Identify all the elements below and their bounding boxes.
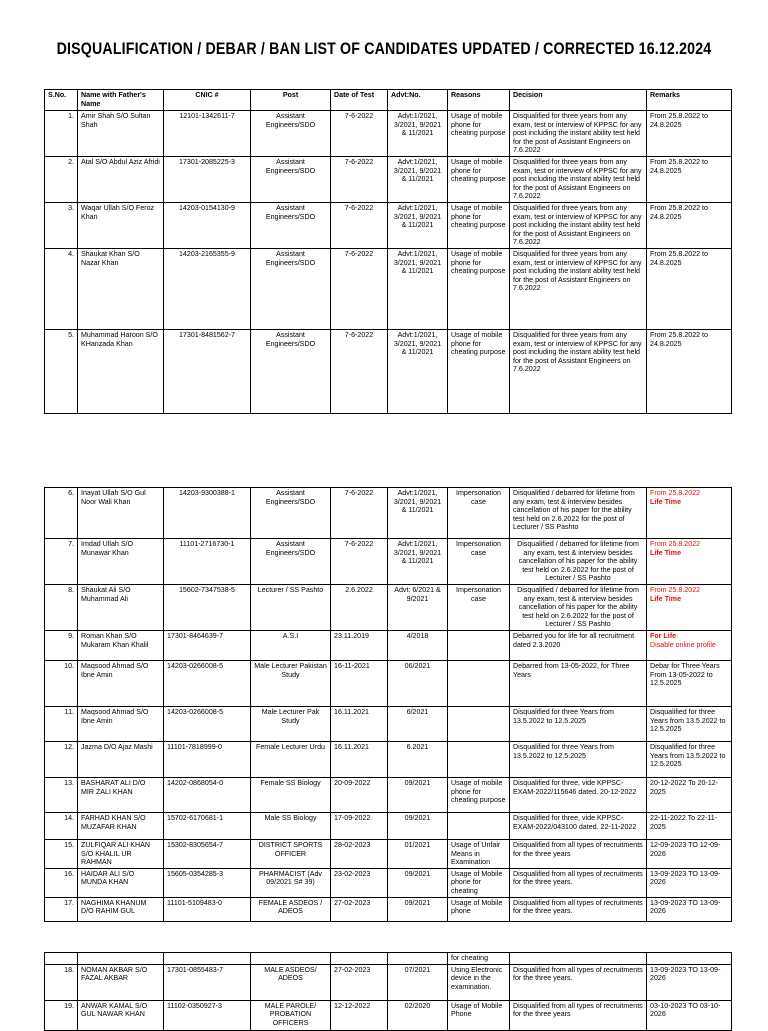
header-cnic: CNIC #	[164, 90, 251, 111]
cell-post: Assistant Engineers/SDO	[251, 202, 331, 248]
cell-remarks: Disqualified for three Years from 13.5.2022 to 12.5.2025	[647, 706, 732, 741]
cell-advt: Advt:1/2021, 3/2021, 9/2021 & 11/2021	[388, 111, 448, 157]
cell-date: 28-02-2023	[331, 839, 388, 868]
cell-name: Shaukat Khan S/O Nazar Khan	[78, 248, 164, 329]
cell-name: ZULFIQAR ALI KHAN S/O KHALIL UR RAHMAN	[78, 839, 164, 868]
cell-cnic: 11101-5109483-0	[164, 897, 251, 921]
cell-reasons: Impersonation case	[448, 488, 510, 539]
remarks-disable-profile: Disable online profile	[650, 640, 716, 649]
cell-reasons: Usage of mobile phone for cheating purpose	[448, 777, 510, 812]
cell-decision: Disqualified from all types of recruitments for the three years.	[510, 897, 647, 921]
cell-cnic	[164, 953, 251, 965]
cell-name: Waqar Ullah S/O Feroz Khan	[78, 202, 164, 248]
table-row	[45, 812, 732, 839]
table-row	[45, 584, 732, 630]
cell-post: A.S.I	[251, 630, 331, 660]
cell-advt: Advt:1/2021, 3/2021, 9/2021 & 11/2021	[388, 202, 448, 248]
header-remarks: Remarks	[647, 90, 732, 111]
cell-remarks: 20-12-2022 To 20-12-2025	[647, 777, 732, 812]
cell-advt: 6.2021	[388, 741, 448, 777]
cell-post: Assistant Engineers/SDO	[251, 488, 331, 539]
table-row	[45, 1000, 732, 1030]
cell-advt: 01/2021	[388, 839, 448, 868]
cell-advt	[388, 953, 448, 965]
cell-cnic: 12101-1342611-7	[164, 111, 251, 157]
cell-date: 27-02-2023	[331, 897, 388, 921]
cell-sno: 10.	[45, 660, 78, 706]
cell-sno: 2.	[45, 156, 78, 202]
cell-decision: Disqualified for three years from any exam, test or interview of KPPSC for any post including the instant ability test held for the post of Assistant Engineers on 7.6.2022	[510, 202, 647, 248]
cell-remarks: Debar for Three Years From 13-05-2022 to 12.5.2025	[647, 660, 732, 706]
cell-cnic: 15602-7347538-5	[164, 584, 251, 630]
cell-post: PHARMACIST (Adv 09/2021 S# 39)	[251, 868, 331, 897]
cell-decision: Disqualified for three Years from 13.5.2022 to 12.5.2025	[510, 741, 647, 777]
cell-name: Amir Shah S/O Sultan Shah	[78, 111, 164, 157]
cell-decision: Debarred you for life for all recruitment dated 2.3.2020	[510, 630, 647, 660]
cell-reasons	[448, 741, 510, 777]
cell-date: 16.11.2021	[331, 706, 388, 741]
cell-reasons: Usage of Mobile Phone	[448, 1000, 510, 1030]
table-row	[45, 488, 732, 539]
cell-sno: 9.	[45, 630, 78, 660]
remarks-lifetime: Life Time	[650, 548, 682, 557]
cell-advt: 09/2021	[388, 777, 448, 812]
cell-name	[78, 953, 164, 965]
cell-sno: 11.	[45, 706, 78, 741]
cell-date: 20-09-2022	[331, 777, 388, 812]
cell-remarks: From 25.8.2022 to 24.8.2025	[647, 248, 732, 329]
cell-post: FEMALE ASDEOS / ADEOS	[251, 897, 331, 921]
cell-reasons: Usage of mobile phone for cheating purpose	[448, 329, 510, 413]
cell-name: Atal S/O Abdul Aziz Afridi	[78, 156, 164, 202]
cell-date: 23.11.2019	[331, 630, 388, 660]
cell-decision: Disqualified / debarred for lifetime from any exam, test & interview besides cancellation of his paper for the ability test held on 2.6.2022 for the post of Lecturer / SS Pashto	[510, 584, 647, 630]
cell-cnic: 17301-0855483-7	[164, 964, 251, 1000]
cell-advt: Advt:1/2021, 3/2021, 9/2021 & 11/2021	[388, 248, 448, 329]
cell-reasons: Impersonation case	[448, 584, 510, 630]
cell-reasons: Usage of Mobile phone for cheating	[448, 868, 510, 897]
header-sno: S.No.	[45, 90, 78, 111]
cell-decision: Disqualified for three, vide KPPSC-EXAM-2022/043100 dated. 22-11-2022	[510, 812, 647, 839]
cell-cnic: 11101-7818999-0	[164, 741, 251, 777]
cell-post: Male Lecturer Pak Study	[251, 706, 331, 741]
cell-decision: Disqualified from all types of recruitments for the three years.	[510, 868, 647, 897]
table-header-row	[45, 90, 732, 111]
cell-sno: 6.	[45, 488, 78, 539]
cell-name: Imdad Ullah S/O Munawar Khan	[78, 539, 164, 585]
cell-sno: 13.	[45, 777, 78, 812]
header-advt: Advt:No.	[388, 90, 448, 111]
cell-decision: Disqualified for three Years from 13.5.2022 to 12.5.2025	[510, 706, 647, 741]
cell-advt: 09/2021	[388, 812, 448, 839]
cell-reasons: Usage of Unfair Means in Examination	[448, 839, 510, 868]
cell-advt: Advt:1/2021, 3/2021, 9/2021 & 11/2021	[388, 156, 448, 202]
cell-advt: 4/2018	[388, 630, 448, 660]
remarks-from: From 25.8.2022	[650, 585, 701, 594]
header-post: Post	[251, 90, 331, 111]
cell-name: ANWAR KAMAL S/O GUL NAWAR KHAN	[78, 1000, 164, 1030]
cell-reasons: Impersonation case	[448, 539, 510, 585]
page-title: DISQUALIFICATION / DEBAR / BAN LIST OF CANDIDATES UPDATED / CORRECTED 16.12.2024	[56, 40, 712, 58]
cell-cnic: 17301-8464639-7	[164, 630, 251, 660]
cell-date: 16-11-2021	[331, 660, 388, 706]
cell-advt: 02/2020	[388, 1000, 448, 1030]
cell-advt: 09/2021	[388, 868, 448, 897]
table-row	[45, 964, 732, 1000]
cell-sno: 19.	[45, 1000, 78, 1030]
cell-cnic: 17301-2085225-3	[164, 156, 251, 202]
cell-post: Assistant Engineers/SDO	[251, 539, 331, 585]
cell-advt: Advt:1/2021, 3/2021, 9/2021 & 11/2021	[388, 329, 448, 413]
cell-cnic: 15302-8305654-7	[164, 839, 251, 868]
cell-cnic: 15702-6170681-1	[164, 812, 251, 839]
cell-decision: Disqualified for three years from any exam, test or interview of KPPSC for any post including the instant ability test held for the post of Assistant Engineers on 7.6.2022	[510, 248, 647, 329]
cell-name: Roman Khan S/O Mukaram Khan Khalil	[78, 630, 164, 660]
header-date: Date of Test	[331, 90, 388, 111]
cell-decision: Debarred from 13-05-2022, for Three Years	[510, 660, 647, 706]
cell-sno: 8.	[45, 584, 78, 630]
table-row	[45, 248, 732, 329]
cell-decision: Disqualified for three years from any exam, test or interview of KPPSC for any post including the instant ability test held for the post of Assistant Engineers on 7.6.2022	[510, 111, 647, 157]
cell-cnic: 14202-0868054-0	[164, 777, 251, 812]
cell-cnic: 14203-2165355-9	[164, 248, 251, 329]
cell-decision	[510, 953, 647, 965]
cell-date: 7-6-2022	[331, 539, 388, 585]
cell-name: Maqsood Ahmad S/O Ibne Amin	[78, 660, 164, 706]
cell-remarks	[647, 953, 732, 965]
cell-post: MALE PAROLE/ PROBATION OFFICERS	[251, 1000, 331, 1030]
header-reasons: Reasons	[448, 90, 510, 111]
cell-cnic: 14203-0266008-5	[164, 660, 251, 706]
cell-cnic: 11102-0350927-3	[164, 1000, 251, 1030]
cell-post: MALE ASDEOS/ ADEOS	[251, 964, 331, 1000]
cell-remarks: 13-09-2023 TO 13-09-2026	[647, 964, 732, 1000]
cell-sno: 4.	[45, 248, 78, 329]
cell-reasons	[448, 706, 510, 741]
cell-decision: Disqualified / debarred for lifetime from any exam, test & interview besides cancellation of his paper for the ability test held on 2.6.2022 for the post of Lecturer / SS Pashto	[510, 539, 647, 585]
cell-post	[251, 953, 331, 965]
cell-advt: 07/2021	[388, 964, 448, 1000]
cell-remarks: From 25.8.2022 to 24.8.2025	[647, 156, 732, 202]
cell-reasons: Usage of Mobile phone	[448, 897, 510, 921]
cell-sno: 7.	[45, 539, 78, 585]
remarks-for-life: For Life	[650, 631, 677, 640]
cell-date: 2.6.2022	[331, 584, 388, 630]
cell-remarks: 22-11-2022 To 22-11-2025	[647, 812, 732, 839]
cell-date: 16.11.2021	[331, 741, 388, 777]
cell-date: 7-6-2022	[331, 488, 388, 539]
cell-remarks: 13-09-2023 TO 13-09-2026	[647, 897, 732, 921]
cell-reasons	[448, 630, 510, 660]
cell-decision: Disqualified from all types of recruitments for the three years.	[510, 964, 647, 1000]
cell-cnic: 14203-0154130-9	[164, 202, 251, 248]
cell-name: BASHARAT ALI D/O MIR ZALI KHAN	[78, 777, 164, 812]
cell-decision: Disqualified for three years from any exam, test or interview of KPPSC for any post including the instant ability test held for the post of Assistant Engineers on 7.6.2022	[510, 156, 647, 202]
cell-post: Female Lecturer Urdu	[251, 741, 331, 777]
cell-date	[331, 953, 388, 965]
cell-name: Muhammad Haroon S/O KHanzada Khan	[78, 329, 164, 413]
table-row	[45, 660, 732, 706]
cell-decision: Disqualified / debarred for lifetime from any exam, test & interview besides cancellation of his paper for the ability test held on 2.6.2022 for the post of Lecturer / SS Pashto	[510, 488, 647, 539]
cell-name: Shaukat Ali S/O Muhammad Ali	[78, 584, 164, 630]
cell-date: 7-6-2022	[331, 329, 388, 413]
cell-remarks: 13-09-2023 TO 13-09-2026	[647, 868, 732, 897]
cell-decision: Disqualified for three, vide KPPSC-EXAM-2022/115646 dated. 20-12-2022	[510, 777, 647, 812]
remarks-from: From 25.8.2022	[650, 489, 701, 497]
cell-post: Assistant Engineers/SDO	[251, 111, 331, 157]
cell-name: Jazma D/O Ajaz Mashi	[78, 741, 164, 777]
cell-sno: 16.	[45, 868, 78, 897]
cell-advt: 06/2021	[388, 660, 448, 706]
cell-cnic: 14203-9300388-1	[164, 488, 251, 539]
cell-reasons	[448, 660, 510, 706]
cell-cnic: 17301-8481562-7	[164, 329, 251, 413]
cell-cnic: 15605-0354285-3	[164, 868, 251, 897]
cell-advt: Advt:1/2021, 3/2021, 9/2021 & 11/2021	[388, 539, 448, 585]
cell-post: Assistant Engineers/SDO	[251, 248, 331, 329]
table-row	[45, 706, 732, 741]
table-row	[45, 202, 732, 248]
cell-date: 23-02-2023	[331, 868, 388, 897]
cell-post: DISTRICT SPORTS OFFICER	[251, 839, 331, 868]
cell-sno: 17.	[45, 897, 78, 921]
cell-reasons: Usage of mobile phone for cheating purpose	[448, 202, 510, 248]
cell-date: 12-12-2022	[331, 1000, 388, 1030]
table-row	[45, 839, 732, 868]
cell-sno	[45, 953, 78, 965]
cell-post: Assistant Engineers/SDO	[251, 329, 331, 413]
remarks-lifetime: Life Time	[650, 497, 682, 506]
header-decision: Decision	[510, 90, 647, 111]
cell-decision: Disqualified from all types of recruitments for the three years	[510, 1000, 647, 1030]
cell-name: NOMAN AKBAR S/O FAZAL AKBAR	[78, 964, 164, 1000]
cell-reasons: Usage of mobile phone for cheating purpose	[448, 156, 510, 202]
table-row	[45, 156, 732, 202]
table-row-continuation	[45, 953, 732, 965]
disqualification-table-part-2	[44, 487, 732, 922]
cell-reasons	[448, 812, 510, 839]
cell-remarks: 12-09-2023 TO 12-09-2026	[647, 839, 732, 868]
cell-post: Assistant Engineers/SDO	[251, 156, 331, 202]
cell-sno: 15.	[45, 839, 78, 868]
disqualification-table-part-3	[44, 952, 732, 1031]
cell-reasons: Usage of mobile phone for cheating purpose	[448, 248, 510, 329]
cell-reasons: Usage of mobile phone for cheating purpose	[448, 111, 510, 157]
cell-remarks: Disqualified for three Years from 13.5.2022 to 12.5.2025	[647, 741, 732, 777]
cell-sno: 3.	[45, 202, 78, 248]
cell-post: Lecturer / SS Pashto	[251, 584, 331, 630]
cell-remarks: From 25.8.2022 to 24.8.2025	[647, 329, 732, 413]
cell-remarks: From 25.8.2022 to 24.8.2025	[647, 202, 732, 248]
remarks-lifetime: Life Time	[650, 594, 682, 603]
cell-cnic: 14203-0266008-5	[164, 706, 251, 741]
cell-name: FARHAD KHAN S/O MUZAFAR KHAN	[78, 812, 164, 839]
table-row	[45, 630, 732, 660]
cell-name: Maqsood Ahmad S/O Ibne Amin	[78, 706, 164, 741]
cell-remarks	[647, 539, 732, 585]
cell-cnic: 11101-2716730-1	[164, 539, 251, 585]
cell-name: Inayat Ullah S/O Gul Noor Wali Khan	[78, 488, 164, 539]
cell-date: 17-09-2022	[331, 812, 388, 839]
cell-post: Female SS Biology	[251, 777, 331, 812]
cell-sno: 12.	[45, 741, 78, 777]
cell-decision: Disqualified for three years from any exam, test or interview of KPPSC for any post including the instant ability test held for the post of Assistant Engineers on 7.6.2022	[510, 329, 647, 413]
cell-date: 7-6-2022	[331, 156, 388, 202]
cell-sno: 5.	[45, 329, 78, 413]
header-name: Name with Father's Name	[78, 90, 164, 111]
remarks-from: From 25.8.2022	[650, 540, 701, 548]
disqualification-table-part-1	[44, 89, 732, 414]
table-row	[45, 741, 732, 777]
cell-post: Male SS Biology	[251, 812, 331, 839]
cell-advt: Advt: 6/2021 & 9/2021	[388, 584, 448, 630]
cell-date: 7-6-2022	[331, 111, 388, 157]
cell-advt: 6/2021	[388, 706, 448, 741]
cell-sno: 18.	[45, 964, 78, 1000]
table-row	[45, 539, 732, 585]
table-row	[45, 777, 732, 812]
cell-remarks: 03-10-2023 TO 03-10-2026	[647, 1000, 732, 1030]
cell-remarks	[647, 630, 732, 660]
table-row	[45, 868, 732, 897]
cell-sno: 14.	[45, 812, 78, 839]
cell-date: 7-6-2022	[331, 248, 388, 329]
cell-reasons: for cheating	[448, 953, 510, 965]
cell-remarks	[647, 584, 732, 630]
cell-name: NAGHIMA KHANUM D/O RAHIM GUL	[78, 897, 164, 921]
cell-remarks: From 25.8.2022 to 24.8.2025	[647, 111, 732, 157]
table-row	[45, 897, 732, 921]
cell-post: Male Lecturer Pakistan Study	[251, 660, 331, 706]
cell-name: HAIDAR ALI S/O MUNDA KHAN	[78, 868, 164, 897]
cell-advt: Advt:1/2021, 3/2021, 9/2021 & 11/2021	[388, 488, 448, 539]
table-row	[45, 111, 732, 157]
cell-reasons: Using Electronic device in the examination.	[448, 964, 510, 1000]
cell-advt: 09/2021	[388, 897, 448, 921]
cell-remarks	[647, 488, 732, 539]
table-row	[45, 329, 732, 413]
cell-sno: 1.	[45, 111, 78, 157]
cell-date: 7-6-2022	[331, 202, 388, 248]
cell-decision: Disqualified from all types of recruitments for the three years	[510, 839, 647, 868]
cell-date: 27-02-2023	[331, 964, 388, 1000]
